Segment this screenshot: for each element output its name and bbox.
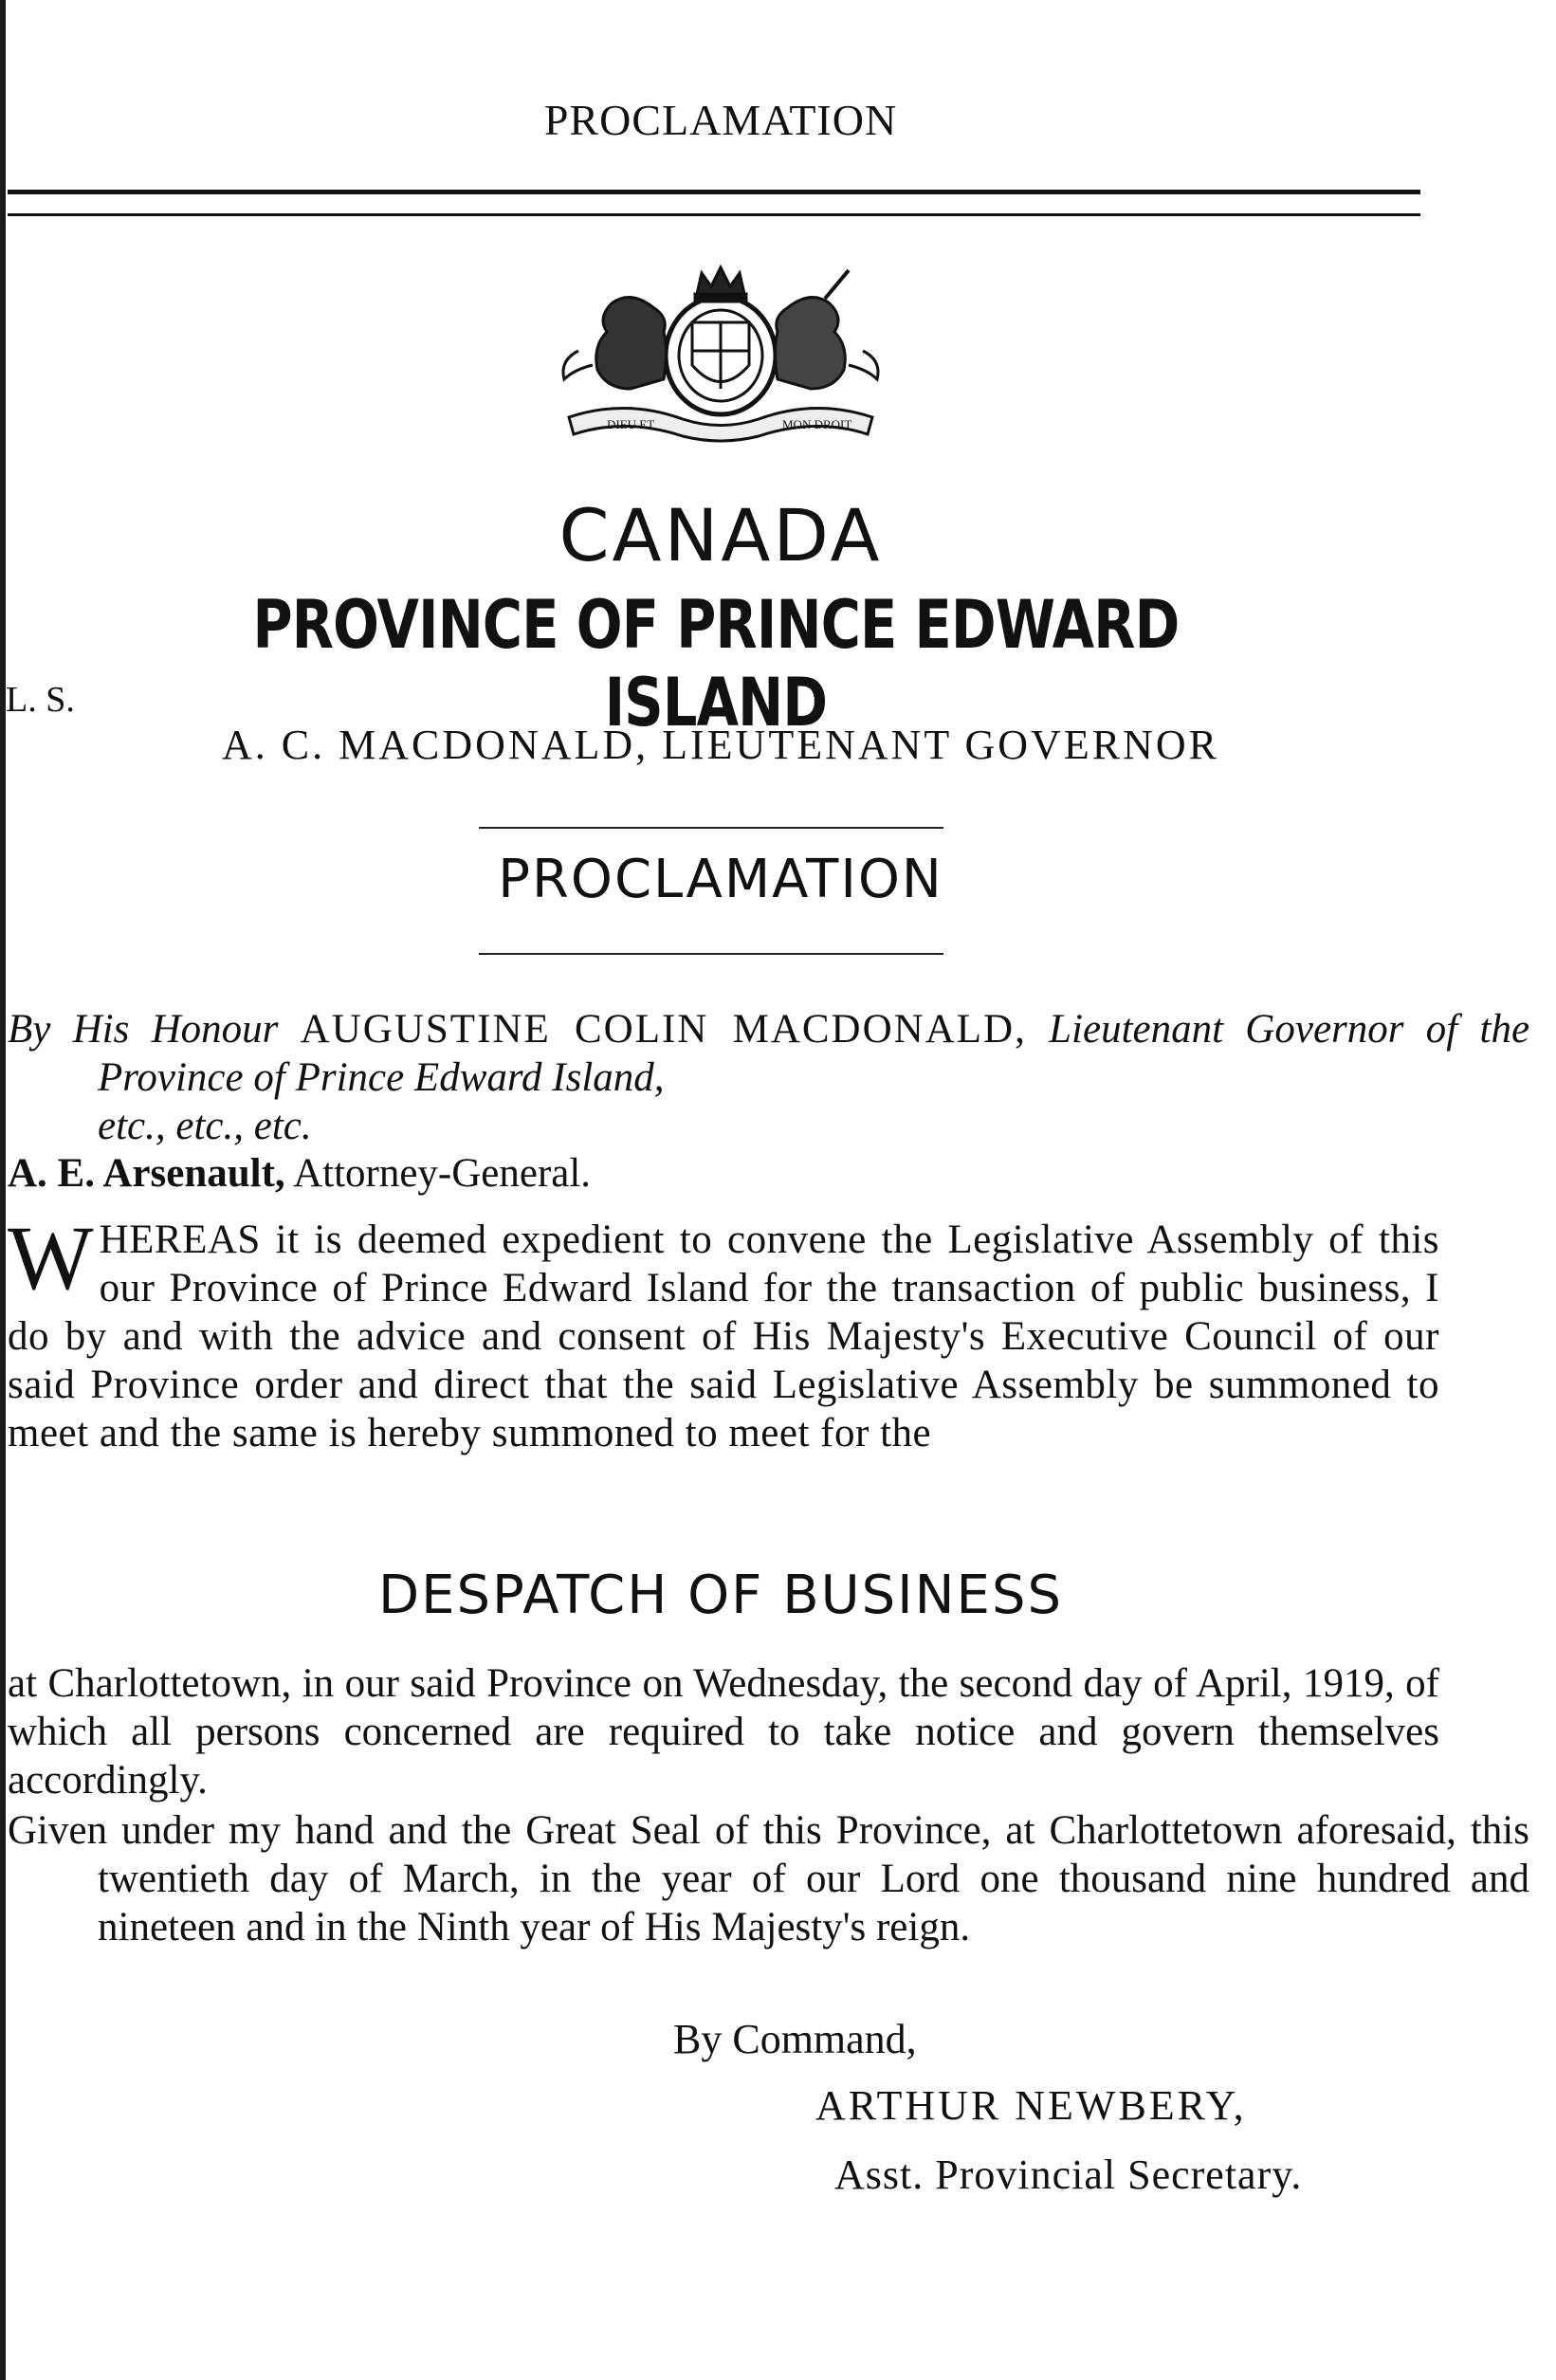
divider-top [479,827,943,829]
despatch-heading: DESPATCH OF BUSINESS [377,1565,1064,1626]
heading-province: PROVINCE OF PRINCE EDWARD ISLAND [252,586,1180,741]
attorney-line [8,1149,1439,1198]
authority-office: Lieutenant Governor [1049,1007,1404,1052]
whereas-text: HEREAS it is deemed expedient to convene the Legislative Assembly of this our Province of Prince Edward Island for the transaction of public business, I do by and with the advice and consent of His Majesty's Executive Council of our said Province order and direct that the said Legislative Assembly be summoned to meet and the same is hereby summoned to meet for the [8,1217,1439,1455]
divider-bottom [479,953,943,955]
drop-cap: W [8,1207,94,1309]
double-rule [8,190,1420,216]
authority-paragraph [8,1005,1529,1150]
signatory-name: ARTHUR NEWBERY, [815,2082,1247,2129]
proclamation-title: PROCLAMATION [498,849,943,910]
authority-of-1: of [1425,1007,1458,1052]
whereas-paragraph [8,1207,1439,1457]
signatory-title: Asst. Provincial Secretary. [834,2151,1303,2198]
authority-etc: etc., etc., etc. [98,1104,312,1148]
authority-by: By [8,1007,51,1052]
seal-mark: L. S. [6,680,75,720]
given-paragraph: Given under my hand and the Great Seal of this Province, at Charlottetown aforesaid, this twentieth day of March, in the year of our Lord one thousand nine hundred and nineteen and in the Ninth year of His Majesty's reign. [8,1808,1529,1950]
svg-text:DIEU ET: DIEU ET [607,417,655,431]
page-edge [0,0,6,2380]
authority-the-province: the Province [98,1007,1530,1100]
attorney-name: A. E. Arsenault, [8,1151,285,1196]
svg-text:MON DROIT: MON DROIT [782,417,852,431]
authority-his-honour: His Honour [72,1007,279,1052]
royal-coat-of-arms-icon [540,256,901,446]
heading-governor: A. C. MACDONALD, LIEUTENANT GOVERNOR [222,722,1219,768]
location-paragraph: at Charlottetown, in our said Province on Wednesday, the second day of April, 1919, of which all persons concerned are required to take notice and govern themselves accordingly. [8,1661,1439,1803]
authority-name: AUGUSTINE COLIN MACDONALD, [300,1007,1027,1052]
authority-pei: Prince Edward Island, [295,1055,665,1100]
authority-of-2: of [253,1055,285,1100]
by-command: By Command, [673,2016,917,2062]
attorney-title: Attorney-General. [293,1151,592,1196]
heading-country: CANADA [558,493,883,577]
running-head: PROCLAMATION [543,96,898,144]
